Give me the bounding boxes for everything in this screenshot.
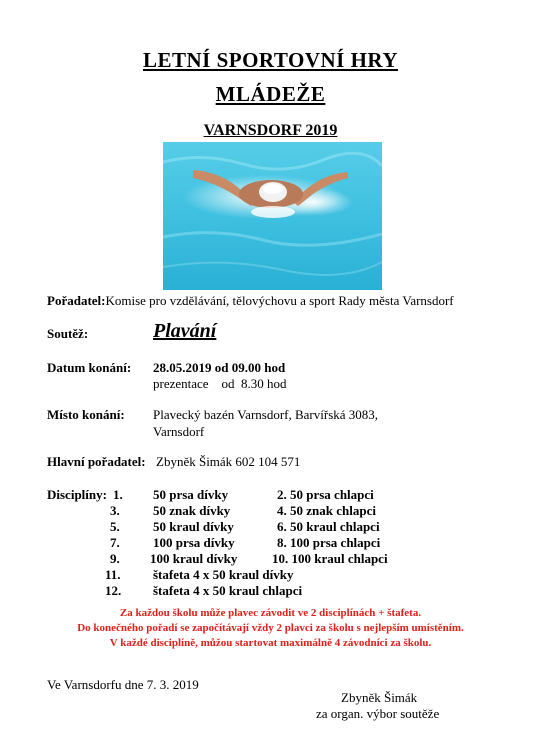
discipline-right: 2. 50 prsa chlapci — [277, 487, 374, 502]
notice-line-1: Za každou školu může plavec závodit ve 2 disciplínách + štafeta. — [119, 607, 422, 619]
discipline-number: 5. — [110, 519, 120, 534]
discipline-right: 4. 50 znak chlapci — [277, 503, 376, 518]
contest-label: Soutěž: — [47, 326, 89, 341]
discipline-left: 50 prsa dívky — [153, 487, 229, 502]
discipline-right: 8. 100 prsa chlapci — [277, 535, 381, 550]
discipline-number: 9. — [110, 551, 120, 566]
contest-value: Plavání — [153, 320, 217, 342]
organizer-value: Komise pro vzdělávání, tělovýchovu a sport Rady města Varnsdorf — [105, 293, 454, 308]
main-organizer-label: Hlavní pořadatel: — [47, 454, 146, 469]
main-organizer-value: Zbyněk Šimák 602 104 571 — [156, 454, 301, 469]
discipline-left: štafeta 4 x 50 kraul chlapci — [153, 583, 303, 598]
registration-time: prezentace od 8.30 hod — [153, 376, 287, 391]
place-label: Místo konání: — [47, 407, 125, 422]
signature-role: za organ. výbor soutěže — [316, 706, 440, 721]
place-line-2: Varnsdorf — [153, 424, 205, 439]
date-value: 28.05.2019 od 09.00 hod — [153, 360, 286, 375]
notice-line-2: Do konečného pořadí se započítávají vždy 2 plavci za školu s nejlepším umístěním. — [77, 622, 464, 634]
discipline-left: štafeta 4 x 50 kraul dívky — [153, 567, 294, 582]
notice-line-3: V každé disciplíně, můžou startovat maximálně 4 závodníci za školu. — [109, 637, 432, 649]
title-line-1: LETNÍ SPORTOVNÍ HRY — [142, 48, 399, 72]
swimmer-photo — [163, 142, 382, 290]
discipline-left: 50 znak dívky — [153, 503, 231, 518]
title-line-2: MLÁDEŽE — [215, 82, 326, 106]
disciplines-label: Disciplíny: — [47, 487, 107, 502]
place-line-1: Plavecký bazén Varnsdorf, Barvířská 3083, — [153, 407, 379, 422]
discipline-number: 11. — [105, 567, 121, 582]
place-date: Ve Varnsdorfu dne 7. 3. 2019 — [47, 677, 199, 692]
organizer-label: Pořadatel: — [47, 293, 106, 308]
subtitle: VARNSDORF 2019 — [203, 122, 338, 139]
discipline-right: 6. 50 kraul chlapci — [277, 519, 380, 534]
discipline-number: 12. — [105, 583, 122, 598]
discipline-left: 100 kraul dívky — [150, 551, 238, 566]
discipline-right: 10. 100 kraul chlapci — [272, 551, 388, 566]
signature-name: Zbyněk Šimák — [341, 690, 418, 705]
date-label: Datum konání: — [47, 360, 132, 375]
discipline-left: 50 kraul dívky — [153, 519, 234, 534]
discipline-left: 100 prsa dívky — [153, 535, 235, 550]
discipline-number: 3. — [110, 503, 120, 518]
discipline-number: 7. — [110, 535, 120, 550]
organizer-line — [47, 293, 454, 309]
swimmer-butterfly-icon — [163, 142, 382, 290]
discipline-number: 1. — [113, 487, 123, 502]
